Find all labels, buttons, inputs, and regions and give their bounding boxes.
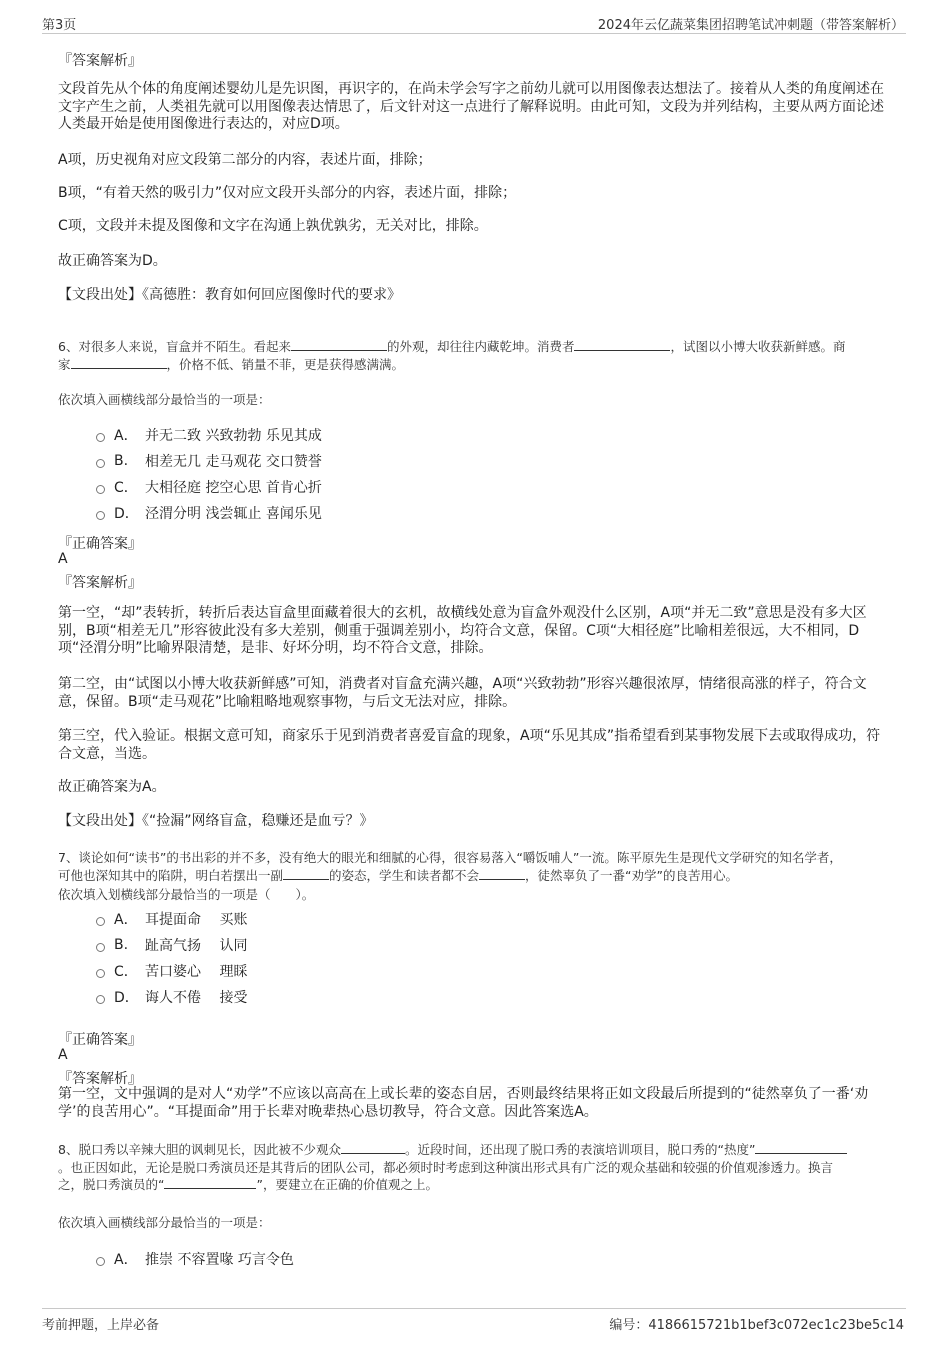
answer-blank [291, 338, 387, 351]
analysis-paragraph: 第三空，代入验证。根据文意可知，商家乐于见到消费者喜爱盲盒的现象，A项“乐见其成”指希望看到某事物发展下去或取得成功，符合文意，当选。 [58, 728, 881, 762]
option-a[interactable]: A． 并无二致 兴致勃勃 乐见其成 [96, 425, 322, 445]
analysis-label: 『答案解析』 [58, 1071, 142, 1087]
option-b[interactable]: B. 相差无几 走马观花 交口赞誉 [96, 451, 322, 471]
answer-blank [283, 867, 329, 880]
question-8-text: 8、脱口秀以辛辣大胆的讽刺见长，因此被不少观众 。近段时间，还出现了脱口秀的表演培训项目，脱口秀的“热度” 。也正因如此，无论是脱口秀演员还是其背后的团队公司，都必须时时考虑到这种演出形式具有广泛的观众基础和较强的价值观渗透力。换言 之，脱口秀演员的“ ”，要建立在正确的价值观之上。 [58, 1141, 894, 1194]
answer-blank [341, 1141, 405, 1154]
correct-answer: A [58, 1047, 68, 1063]
option-c[interactable]: C． 大相径庭 挖空心思 首肯心折 [96, 477, 322, 497]
document-id: 编号：4186615721b1bef3c072ec1c23be5c14 [609, 1318, 904, 1333]
option-d[interactable]: D． 泾渭分明 浅尝辄止 喜闻乐见 [96, 503, 322, 523]
page-number: 第3页 [42, 18, 77, 33]
analysis-paragraph: B项，“有着天然的吸引力”仅对应文段开头部分的内容，表述片面，排除； [58, 185, 517, 201]
correct-answer: A [58, 551, 68, 567]
question-6-prompt: 依次填入画横线部分最恰当的一项是： [58, 392, 271, 407]
question-7-prompt: 依次填入划横线部分最恰当的一项是（ ）。 [58, 887, 315, 902]
analysis-paragraph: C项，文段并未提及图像和文字在沟通上孰优孰劣，无关对比，排除。 [58, 218, 488, 234]
radio-icon[interactable] [96, 511, 105, 520]
radio-icon[interactable] [96, 1257, 105, 1266]
analysis-label: 『答案解析』 [58, 575, 142, 591]
footer-slogan: 考前押题，上岸必备 [42, 1318, 160, 1333]
radio-icon[interactable] [96, 917, 105, 926]
answer-blank [479, 867, 525, 880]
question-8-prompt: 依次填入画横线部分最恰当的一项是： [58, 1215, 271, 1230]
analysis-paragraph: 第一空，文中强调的是对人“劝学”不应该以高高在上或长辈的姿态自居，否则最终结果将正如文段最后所提到的“徒然辜负了一番‘劝学’的良苦用心”。“耳提面命”用于长辈对晚辈热心恳切教导，符合文意。因此答案选A。 [58, 1086, 869, 1120]
option-a[interactable]: A． 推崇 不容置喙 巧言令色 [96, 1249, 294, 1269]
footer-divider [42, 1308, 906, 1309]
answer-blank [164, 1176, 256, 1189]
question-6-text: 6、对很多人来说，盲盒并不陌生。看起来 的外观，却往往内藏乾坤。消费者 ，试图以小博大收获新鲜感。商 家 ，价格不低、销量不菲，更是获得感满满。 [58, 339, 846, 372]
correct-answer-label: 『正确答案』 [58, 1032, 142, 1048]
option-d[interactable]: D． 诲人不倦 接受 [96, 987, 247, 1007]
radio-icon[interactable] [96, 433, 105, 442]
analysis-label: 『答案解析』 [58, 53, 142, 69]
correct-answer-label: 『正确答案』 [58, 536, 142, 552]
analysis-paragraph: 第一空，“却”表转折，转折后表达盲盒里面藏着很大的玄机，故横线处意为盲盒外观没什么区别，A项“并无二致”意思是没有多大区别，B项“相差无几”形容彼此没有多大差别，侧重于强调差别小，均符合文意，保留。C项“大相径庭”比喻相差很远，大不相同，D项“泾渭分明”比喻界限清楚，是非、好坏分明，均不符合文意，排除。 [58, 605, 867, 656]
source-citation: 【文段出处】《“捡漏”网络盲盒，稳赚还是血亏？》 [58, 813, 374, 829]
option-a[interactable]: A． 耳提面命 买账 [96, 909, 247, 929]
radio-icon[interactable] [96, 459, 105, 468]
analysis-paragraph: 文段首先从个体的角度阐述婴幼儿是先识图，再识字的，在尚未学会写字之前幼儿就可以用图像表达想法了。接着从人类的角度阐述在文字产生之前，人类祖先就可以用图像表达情思了，后文针对这一点进行了解释说明。由此可知，文段为并列结构，主要从两方面论述人类最开始是使用图像进行表达的，对应D项。 [58, 81, 884, 132]
header-divider [42, 33, 906, 34]
option-b[interactable]: B. 趾高气扬 认同 [96, 935, 247, 955]
radio-icon[interactable] [96, 485, 105, 494]
radio-icon[interactable] [96, 969, 105, 978]
source-citation: 【文段出处】《高德胜：教育如何回应图像时代的要求》 [58, 287, 401, 303]
document-title: 2024年云亿蔬菜集团招聘笔试冲刺题（带答案解析） [597, 18, 904, 33]
analysis-conclusion: 故正确答案为D。 [58, 253, 167, 269]
radio-icon[interactable] [96, 995, 105, 1004]
answer-blank [574, 338, 670, 351]
answer-blank [71, 356, 167, 369]
question-7-text: 7、谈论如何“读书”的书出彩的并不多，没有绝大的眼光和细腻的心得，很容易落入“嚼饭哺人”一流。陈平原先生是现代文学研究的知名学者， 可他也深知其中的陷阱，明白若摆出一副 的姿态，学生和读者都不会 ，徒然辜负了一番“劝学”的良苦用心。 [58, 850, 842, 883]
analysis-paragraph: A项，历史视角对应文段第二部分的内容，表述片面，排除； [58, 152, 432, 168]
analysis-conclusion: 故正确答案为A。 [58, 779, 166, 795]
analysis-paragraph: 第二空，由“试图以小博大收获新鲜感”可知，消费者对盲盒充满兴趣，A项“兴致勃勃”形容兴趣很浓厚，情绪很高涨的样子，符合文意，保留。B项“走马观花”比喻粗略地观察事物，与后文无法对应，排除。 [58, 676, 867, 710]
radio-icon[interactable] [96, 943, 105, 952]
answer-blank [755, 1141, 847, 1154]
option-c[interactable]: C． 苦口婆心 理睬 [96, 961, 247, 981]
